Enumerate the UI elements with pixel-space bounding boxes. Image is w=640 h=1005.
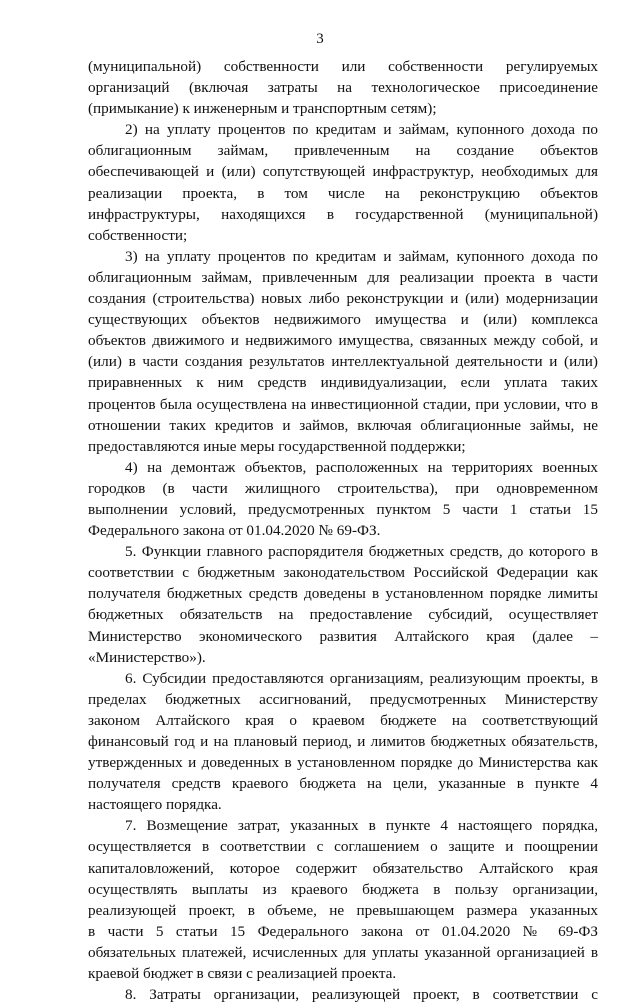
paragraph-section-7 (88, 815, 598, 984)
paragraph-item-2 (88, 119, 598, 246)
text-line: 5. Функции главного распорядителя бюджетных средств, до которого в (125, 543, 598, 561)
text-line: (или) в части создания результатов интеллектуальной деятельности и (или) (88, 353, 598, 371)
text-line: собственности; (88, 226, 188, 244)
text-line: финансовый год и на плановый период, и лимитов бюджетных обязательств, (88, 733, 598, 750)
text-line: обеспечивающей и (или) сопутствующей инфраструктур, необходимых для (88, 163, 598, 181)
paragraph-section-6 (88, 668, 598, 816)
paragraph-section-8 (88, 984, 598, 1005)
text-line: приравненных к ним средств индивидуализации, если уплата таких (88, 374, 598, 392)
text-line: 8. Затраты организации, реализующей проект, в соответствии с (125, 986, 598, 1004)
text-line: пределах бюджетных ассигнований, предусмотренных Министерству (88, 690, 598, 708)
text-line: отношении таких кредитов и займов, включая облигационные займы, не (88, 416, 598, 434)
text-line: Федерального закона от 01.04.2020 № 69-ФЗ. (88, 522, 381, 540)
text-line: 6. Субсидии предоставляются организациям, реализующим проекты, в (125, 669, 598, 687)
text-line: облигационным займам, привлеченным для реализации проекта в части (88, 268, 598, 286)
text-line: облигационным займам, привлеченным на создание объектов (88, 142, 598, 160)
text-line: Министерство экономического развития Алтайского края (далее – (88, 627, 598, 645)
text-line: законом Алтайского края о краевом бюджете на соответствующий (88, 711, 598, 729)
text-line: капиталовложений, которое содержит обязательство Алтайского края (88, 859, 598, 877)
text-line: настоящего порядка. (88, 796, 222, 814)
text-line: утвержденных и доведенных в установленном порядке до Министерства как (88, 754, 598, 772)
text-line: инфраструктуры, находящихся в государственной (муниципальной) (88, 205, 598, 223)
page-number: 3 (316, 31, 324, 47)
paragraph-section-5 (88, 541, 598, 668)
text-line: в части 5 статьи 15 Федерального закона от 01.04.2020 № 69-ФЗ (88, 922, 598, 940)
paragraph-item-4 (88, 457, 598, 541)
text-line: организаций (включая затраты на технологическое присоединение (88, 79, 598, 97)
paragraph-item-3 (88, 246, 598, 457)
paragraph-continuation (88, 56, 598, 119)
text-line: получателя бюджетных средств доведены в установленном порядке лимиты (88, 585, 598, 603)
text-line: бюджетных обязательств на предоставление субсидий, осуществляет (88, 606, 598, 624)
text-line: 7. Возмещение затрат, указанных в пункте 4 настоящего порядка, (125, 817, 598, 835)
text-line: процентов была осуществлена на инвестиционной стадии, при условии, что в (88, 395, 598, 413)
text-line: реализации проекта, в том числе на реконструкцию объектов (88, 184, 598, 202)
text-line: существующих объектов недвижимого имущества и (или) комплекса (88, 311, 598, 329)
text-line: осуществлять выплаты из краевого бюджета в пользу организации, (88, 880, 598, 898)
text-line: (муниципальной) собственности или собственности регулируемых (88, 58, 598, 75)
text-line: осуществляется в соответствии с соглашением о защите и поощрении (88, 838, 598, 856)
text-line: объектов движимого и недвижимого имущества, связанных между собой, и (88, 332, 598, 350)
text-line: «Министерство»). (88, 648, 206, 666)
text-line: 2) на уплату процентов по кредитам и займам, купонного дохода по (125, 121, 598, 139)
text-line: предоставляются иные меры государственной поддержки; (88, 437, 466, 455)
text-line: реализующей проект, в объеме, не превышающем размера указанных (88, 901, 598, 919)
text-line: выполнении условий, предусмотренных пунктом 5 части 1 статьи 15 (88, 500, 598, 518)
text-line: соответствии с бюджетным законодательством Российской Федерации как (88, 564, 598, 582)
text-line: городков (в части жилищного строительства), при одновременном (88, 479, 598, 497)
text-line: краевой бюджет в связи с реализацией проекта. (88, 965, 397, 983)
text-line: 4) на демонтаж объектов, расположенных на территориях военных (125, 458, 598, 476)
text-line: (примыкание) к инженерным и транспортным сетям); (88, 100, 437, 118)
text-line: создания (строительства) новых либо реконструкции и (или) модернизации (88, 290, 598, 308)
document-body (88, 56, 598, 1005)
text-line: обязательных платежей, исчисленных для уплаты указанной организацией в (88, 943, 598, 961)
text-line: получателя средств краевого бюджета на цели, указанные в пункте 4 (88, 775, 598, 793)
text-line: 3) на уплату процентов по кредитам и займам, купонного дохода по (125, 247, 598, 265)
